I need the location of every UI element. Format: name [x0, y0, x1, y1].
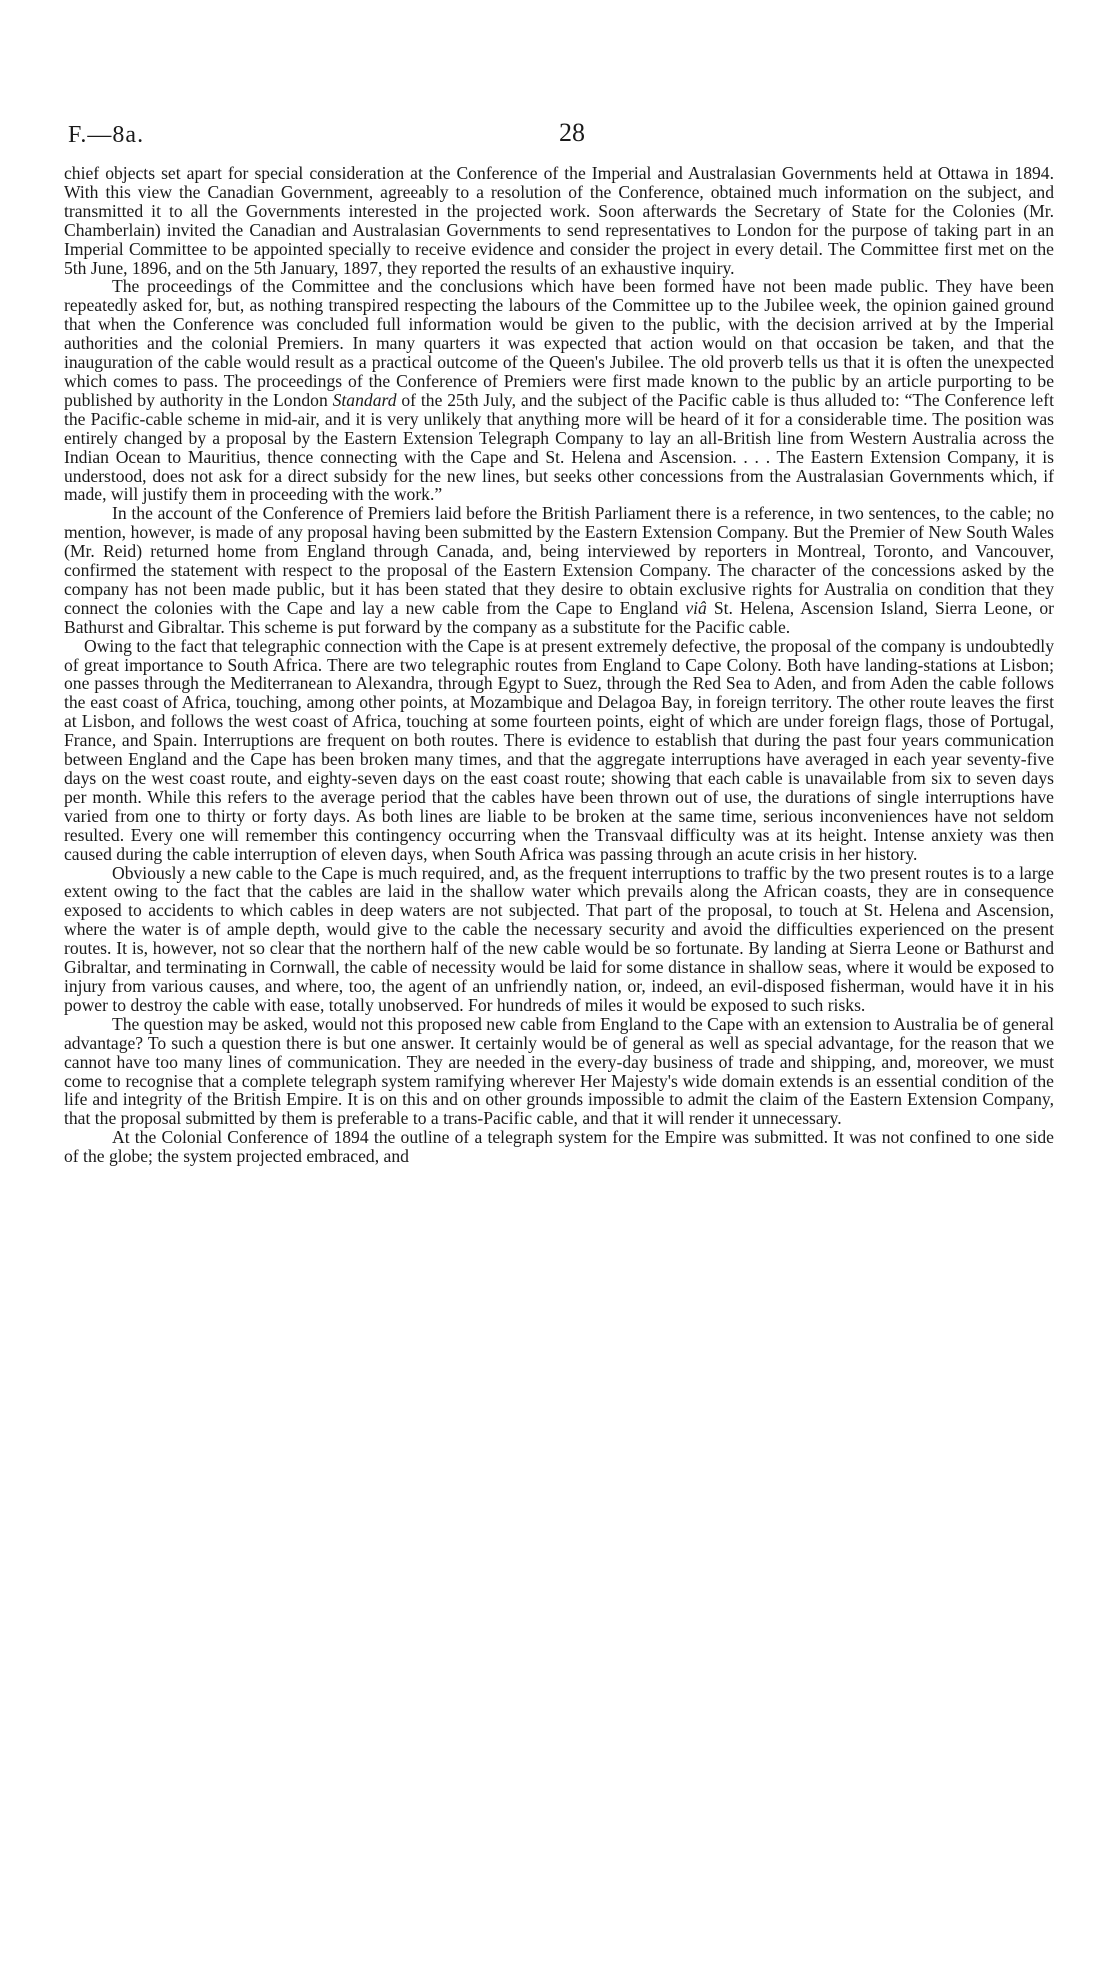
paragraph-general-advantage: The question may be asked, would not this proposed new cable from England to the Cape with an extension to Australia be of general advantage? To such a question there is but one answer. It certainly would be of general as well as special advantage, for the reason that we cannot have too many lines of communication. They are needed in the every-day business of trade and shipping, and, moreover, we must come to recognise that a complete telegraph system ramifying wherever Her Majesty's wide domain extends is an essential condition of the life and integrity of the British Empire. It is on this and on other grounds impossible to admit the claim of the Eastern Extension Company, that the proposal submitted by them is preferable to a trans-Pacific cable, and that it will render it unnecessary. [64, 1013, 1055, 1129]
page-number: 28 [559, 118, 585, 147]
paragraph-ottawa-conference: chief objects set apart for special consideration at the Conference of the Imperial and Australasian Governments held at Ottawa in 1894. With this view the Canadian Government, agreeably to a resolution of the Conference, obtained much information on the subject, and transmitted it to all the Governments interested in the projected work. Soon afterwards the Secretary of State for the Colonies (Mr. Chamberlain) invited the Canadian and Australasian Governments to send representatives to London for the purpose of taking part in an Imperial Committee to be appointed specially to receive evidence and consider the project in every detail. The Committee first met on the 5th June, 1896, and on the 5th January, 1897, they reported the results of an exhaustive inquiry. [64, 163, 1054, 278]
paragraph-committee-proceedings: The proceedings of the Committee and the conclusions which have been formed have not been made public. They have been repeatedly asked for, but, as nothing transpired respecting the labours of the Committee up to the Jubilee week, the opinion gained ground that when the Conference was concluded full information would be given to the public, with the decision arrived at by the Imperial authorities and the colonial Premiers. In many quarters it was expected that action would on that occasion be taken, and that the inauguration of the cable would result as a practical outcome of the Queen's Jubilee. The old proverb tells us that it is often the unexpected which comes to pass. The proceedings of the Conference of Premiers were first made known to the public by an article purporting to be published by authority in the London Standard of the 25th July, and the subject of the Pacific cable is thus alluded to: “The Conference left the Pacific-cable scheme in mid-air, and it is very unlikely that anything more will be heard of it for a considerable time. The position was entirely changed by a proposal by the Eastern Extension Telegraph Company to lay an all-British line from Western Australia across the Indian Ocean to Mauritius, thence connecting with the Cape and St. Helena and Ascension. . . . The Eastern Extension Company, it is understood, does not ask for a direct subsidy for the new lines, but seeks other concessions from the Australasian Governments which, if made, will justify them in proceeding with the work.” [64, 276, 1054, 505]
paragraph-new-cable-required: Obviously a new cable to the Cape is much required, and, as the frequent interruptions to traffic by the two present routes is to a large extent owing to the fact that the cables are laid in the shallow water which prevails along the African coasts, they are in consequence exposed to accidents to which cables in deep waters are not subjected. That part of the proposal, to touch at St. Helena and Ascension, where the water is of ample depth, would give to the cable the necessary security and avoid the difficulties experienced on the present routes. It is, however, not so clear that the northern half of the new cable would be so fortunate. By landing at Sierra Leone or Bathurst and Gibraltar, and terminating in Cornwall, the cable of necessity would be laid for some distance in shallow seas, where it would be exposed to injury from various causes, and where, too, the agent of an unfriendly nation, or, indeed, an evil-disposed fisherman, would have it in his power to destroy the cable with ease, totally unobserved. For hundreds of miles it would be exposed to such risks. [64, 862, 1054, 1015]
latin-via: viâ [685, 597, 707, 618]
page-header [64, 110, 1054, 150]
document-reference: F.—8a. [68, 122, 145, 148]
paragraph-cape-connection: Owing to the fact that telegraphic connection with the Cape is at present extremely defective, the proposal of the company is undoubtedly of great importance to South Africa. There are two telegraphic routes from England to Cape Colony. Both have landing-stations at Lisbon; one passes through the Mediterranean to Alexandra, through Egypt to Suez, through the Red Sea to Aden, and from Aden the cable follows the east coast of Africa, touching, among other points, at Mozambique and Delagoa Bay, in foreign territory. The other route leaves the first at Lisbon, and follows the west coast of Africa, touching at some fourteen points, eight of which are under foreign flags, those of Portugal, France, and Spain. Interruptions are frequent on both routes. There is evidence to establish that during the past four years communication between England and the Cape has been broken many times, and that the aggregate interruptions have averaged in each year seventy-five days on the west coast route, and eighty-seven days on the east coast route; showing that each cable is unavailable from six to seven days per month. While this refers to the average period that the cables have been thrown out of use, the durations of single interruptions have varied from one to thirty or forty days. As both lines are liable to be broken at the same time, serious inconveniences have not seldom resulted. Every one will remember this contingency occurring when the Transvaal difficulty was at its height. Intense anxiety was then caused during the cable interruption of eleven days, when South Africa was passing through an acute crisis in her history. [64, 635, 1054, 864]
document-page [64, 110, 1054, 1166]
paragraph-colonial-conference-1894: At the Colonial Conference of 1894 the outline of a telegraph system for the Empire was submitted. It was not confined to one side of the globe; the system projected embraced, and [64, 1127, 1054, 1167]
paragraph-premiers-account: In the account of the Conference of Premiers laid before the British Parliament there is a reference, in two sentences, to the cable; no mention, however, is made of any proposal having been submitted by the Eastern Extension Company. But the Premier of New South Wales (Mr. Reid) returned home from England through Canada, and, being interviewed by reporters in Montreal, Toronto, and Vancouver, confirmed the statement with respect to the proposal of the Eastern Extension Company. The character of the concessions asked by the company has not been made public, but it has been stated that they desire to obtain exclusive rights for Australia on condition that they connect the colonies with the Cape and lay a new cable from the Cape to England viâ St. Helena, Ascension Island, Sierra Leone, or Bathurst and Gibraltar. This scheme is put forward by the company as a substitute for the Pacific cable. [64, 503, 1054, 637]
newspaper-title: Standard [332, 389, 397, 410]
body-text [64, 164, 1054, 1166]
